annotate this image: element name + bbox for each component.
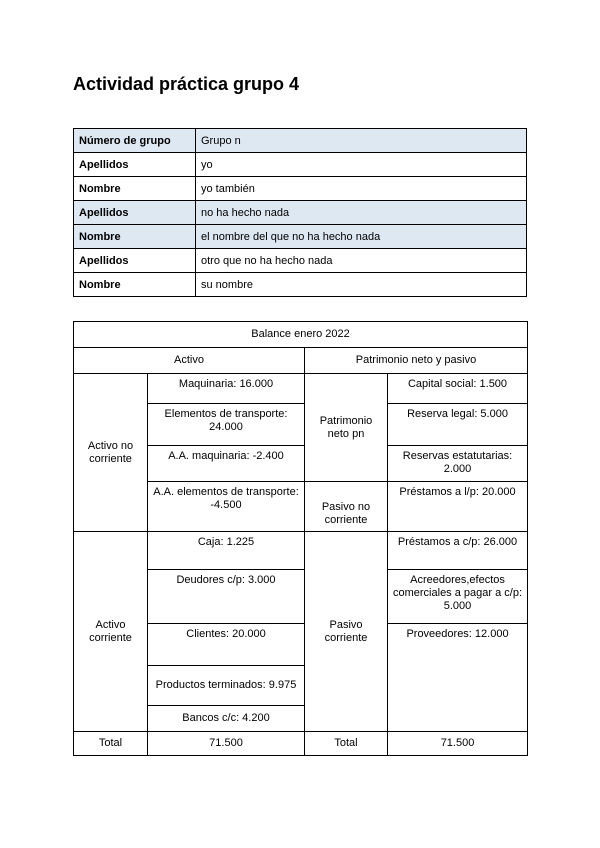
balance-item: Caja: 1.225 bbox=[148, 532, 305, 570]
surname-value: yo bbox=[196, 153, 527, 177]
group-number-label: Número de grupo bbox=[74, 129, 196, 153]
name-value: el nombre del que no ha hecho nada bbox=[196, 225, 527, 249]
balance-item: Capital social: 1.500 bbox=[388, 374, 528, 404]
balance-item: Elementos de transporte: 24.000 bbox=[148, 404, 305, 446]
total-pasivo-value: 71.500 bbox=[388, 732, 528, 756]
name-label: Nombre bbox=[74, 177, 196, 201]
surname-value: otro que no ha hecho nada bbox=[196, 249, 527, 273]
table-row bbox=[74, 374, 528, 404]
table-row bbox=[74, 732, 528, 756]
balance-item: Proveedores: 12.000 bbox=[388, 624, 528, 732]
balance-item: Acreedores,efectos comerciales a pagar a c/p: 5.000 bbox=[388, 570, 528, 624]
table-row bbox=[74, 273, 527, 297]
total-pasivo-label: Total bbox=[305, 732, 388, 756]
table-row bbox=[74, 177, 527, 201]
name-label: Nombre bbox=[74, 225, 196, 249]
total-activo-value: 71.500 bbox=[148, 732, 305, 756]
balance-item: Deudores c/p: 3.000 bbox=[148, 570, 305, 624]
patrimonio-neto-label: Patrimonio neto pn bbox=[305, 374, 388, 482]
balance-item: A.A. elementos de transporte: -4.500 bbox=[148, 482, 305, 532]
total-activo-label: Total bbox=[74, 732, 148, 756]
balance-table bbox=[73, 321, 528, 756]
balance-title: Balance enero 2022 bbox=[74, 322, 528, 348]
surname-value: no ha hecho nada bbox=[196, 201, 527, 225]
table-row bbox=[74, 225, 527, 249]
surname-label: Apellidos bbox=[74, 153, 196, 177]
balance-item: Préstamos a c/p: 26.000 bbox=[388, 532, 528, 570]
table-row bbox=[74, 322, 528, 348]
table-row bbox=[74, 153, 527, 177]
surname-label: Apellidos bbox=[74, 249, 196, 273]
balance-item: Reserva legal: 5.000 bbox=[388, 404, 528, 446]
surname-label: Apellidos bbox=[74, 201, 196, 225]
table-row bbox=[74, 201, 527, 225]
table-row bbox=[74, 532, 528, 570]
activo-header: Activo bbox=[74, 348, 305, 374]
activo-no-corriente-label: Activo no corriente bbox=[74, 374, 148, 532]
balance-item: Préstamos a l/p: 20.000 bbox=[388, 482, 528, 532]
pasivo-corriente-label: Pasivo corriente bbox=[305, 532, 388, 732]
group-info-table bbox=[73, 128, 527, 297]
table-row bbox=[74, 348, 528, 374]
balance-item: Maquinaria: 16.000 bbox=[148, 374, 305, 404]
balance-item: Bancos c/c: 4.200 bbox=[148, 706, 305, 732]
balance-item: Clientes: 20.000 bbox=[148, 624, 305, 666]
group-number-value: Grupo n bbox=[196, 129, 527, 153]
balance-item: Reservas estatutarias: 2.000 bbox=[388, 446, 528, 482]
pasivo-header: Patrimonio neto y pasivo bbox=[305, 348, 528, 374]
pasivo-no-corriente-label: Pasivo no corriente bbox=[305, 482, 388, 532]
name-label: Nombre bbox=[74, 273, 196, 297]
balance-item: Productos terminados: 9.975 bbox=[148, 666, 305, 706]
page-title: Actividad práctica grupo 4 bbox=[73, 74, 300, 94]
name-value: su nombre bbox=[196, 273, 527, 297]
table-row bbox=[74, 129, 527, 153]
table-row bbox=[74, 249, 527, 273]
balance-item: A.A. maquinaria: -2.400 bbox=[148, 446, 305, 482]
activo-corriente-label: Activo corriente bbox=[74, 532, 148, 732]
name-value: yo también bbox=[196, 177, 527, 201]
